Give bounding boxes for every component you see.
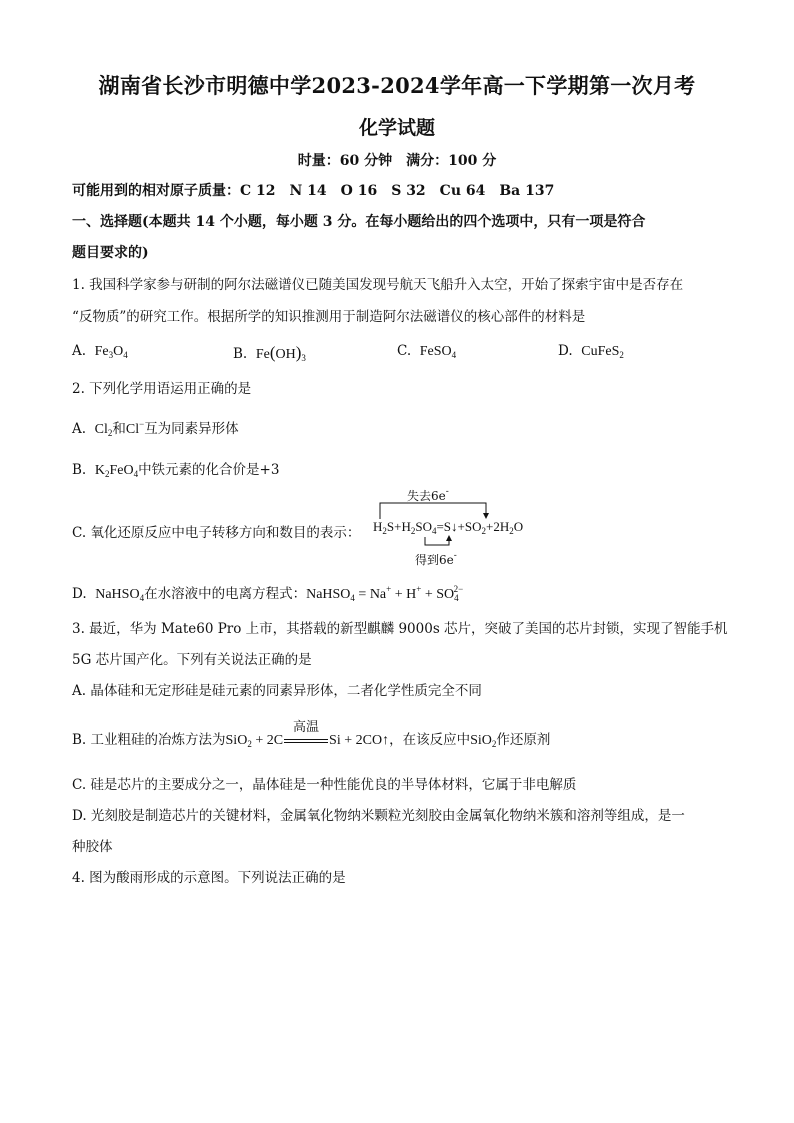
q3-option-d-line1: D. 光刻胶是制造芯片的关键材料，金属氧化物纳米颗粒光刻胶由金属氧化物纳米簇和溶剂等组成，是一 <box>72 808 685 824</box>
q2-option-d: D. NaHSO$_4$在水溶液中的电离方程式：NaHSO$_4$ = $Na^+ + H^+ + SO_4^{2-}$ <box>72 584 464 603</box>
reaction-condition: 高温 <box>283 732 329 748</box>
q1-option-a: A. $Fe_3O_4$ <box>72 343 128 360</box>
q3-option-d-line2: 种胶体 <box>72 839 113 855</box>
q2-option-b: B. $K_2FeO_4$中铁元素的化合价是+3 <box>72 462 280 479</box>
electron-lose-label: 失去6e- <box>407 487 449 503</box>
section-heading-line2: 题目要求的) <box>72 245 149 261</box>
q1-option-d: D. CuFeS$_2$ <box>558 343 624 360</box>
electron-transfer-diagram <box>373 483 573 573</box>
q3-option-b: B. 工业粗硅的冶炼方法为SiO$_2$ + 2C 高温 Si + 2CO↑，在该反应中SiO$_2$作还原剂 <box>72 720 551 749</box>
subject-title: 化学试题 <box>358 117 435 139</box>
electron-gain-label: 得到6e- <box>415 551 457 567</box>
q1-option-c: C. FeSO$_4$ <box>397 343 457 360</box>
q3-option-a: A. 晶体硅和无定形硅是硅元素的同素异形体，二者化学性质完全不同 <box>72 683 482 699</box>
redox-equation: $H_2S+H_2SO_4=S↓+SO_2+2H_2O$ <box>373 519 524 536</box>
q2-option-a: A. $Cl_2$和Cl−互为同素异形体 <box>72 419 239 438</box>
q2-stem: 2. 下列化学用语运用正确的是 <box>72 381 252 397</box>
q3-option-c: C. 硅是芯片的主要成分之一，晶体硅是一种性能优良的半导体材料，它属于非电解质 <box>72 777 577 793</box>
q1-option-b: B. $Fe(OH)_3$ <box>233 343 306 363</box>
section-heading-line1: 一、选择题(本题共 14 个小题，每小题 3 分。在每小题给出的四个选项中，只有一项是符合 <box>72 214 646 230</box>
q3-stem-line1: 3. 最近，华为 Mate60 Pro 上市，其搭载的新型麒麟 9000s 芯片，突破了美国的芯片封锁，实现了智能手机 <box>72 621 728 637</box>
q1-stem-line2: “反物质”的研究工作。根据所学的知识推测用于制造阿尔法磁谱仪的核心部件的材料是 <box>72 309 586 325</box>
q3-stem-line2: 5G 芯片国产化。下列有关说法正确的是 <box>72 652 312 668</box>
q1-stem-line1: 1. 我国科学家参与研制的阿尔法磁谱仪已随美国发现号航天飞船升入太空，开始了探索宇宙中是否存在 <box>72 277 684 293</box>
q4-stem: 4. 图为酸雨形成的示意图。下列说法正确的是 <box>72 870 346 886</box>
atomic-masses: 可能用到的相对原子质量：C 12 N 14 O 16 S 32 Cu 64 Ba 137 <box>72 183 555 199</box>
q2-option-c: C. 氧化还原反应中电子转移方向和数目的表示： <box>72 525 361 541</box>
time-info: 时量：60 分钟 满分：100 分 <box>297 153 497 169</box>
exam-title: 湖南省长沙市明德中学2023-2024学年高一下学期第一次月考 <box>98 73 696 98</box>
